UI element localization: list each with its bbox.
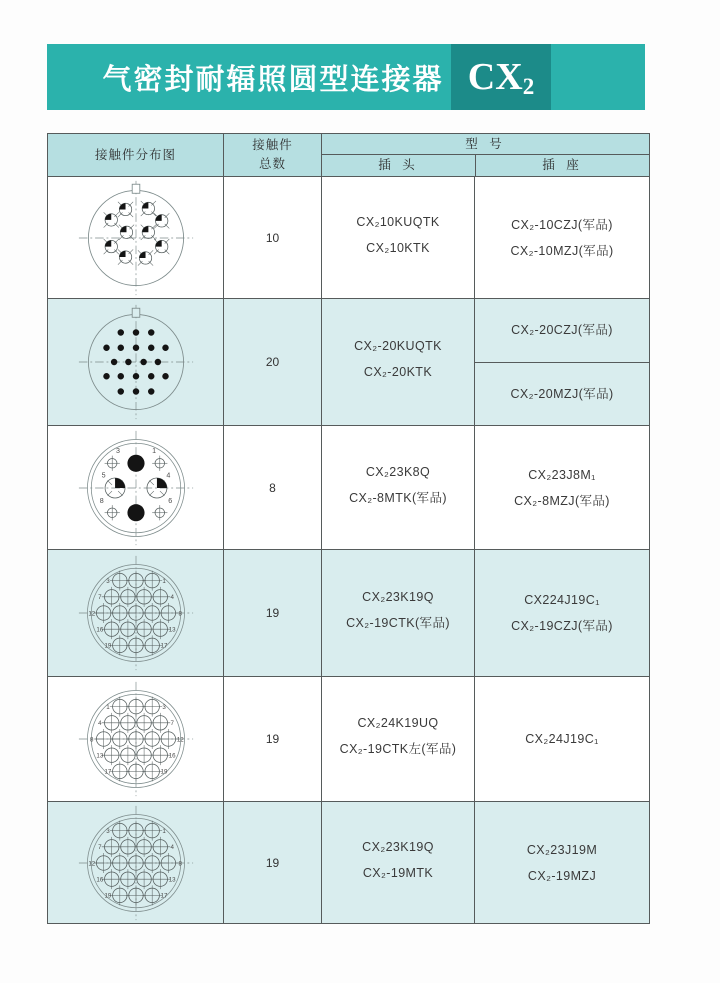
contact-diagram-cell <box>48 550 223 676</box>
connector-pin-diagram <box>77 303 195 421</box>
contact-count-cell <box>223 802 321 923</box>
svg-text:16: 16 <box>95 875 103 883</box>
socket-part-number: CX₂-10MZJ(军品) <box>510 243 614 258</box>
socket-model-cell <box>474 426 649 549</box>
header-plug-label: 插 头 <box>378 158 419 172</box>
connector-pin-diagram <box>77 554 195 672</box>
svg-text:1: 1 <box>105 703 110 711</box>
contact-count-value: 19 <box>265 855 280 870</box>
svg-text:8: 8 <box>89 736 93 744</box>
contact-diagram-cell <box>48 299 223 425</box>
plug-model-cell <box>321 802 474 923</box>
table-row <box>48 802 649 923</box>
contact-count-cell <box>223 426 321 549</box>
svg-text:1: 1 <box>161 827 166 835</box>
header-model <box>322 134 649 155</box>
svg-text:3: 3 <box>105 827 110 835</box>
plug-part-number: CX₂-19CTK(军品) <box>346 616 450 630</box>
contact-diagram-cell <box>48 677 223 801</box>
svg-text:3: 3 <box>115 446 120 455</box>
header-socket-label: 插 座 <box>542 158 583 172</box>
contact-diagram-cell <box>48 802 223 923</box>
connector-pin-diagram <box>77 179 195 297</box>
contact-count-value: 19 <box>265 732 280 746</box>
plug-part-number: CX₂-20KTK <box>363 365 433 379</box>
svg-text:13: 13 <box>168 626 176 634</box>
svg-text:12: 12 <box>87 859 95 867</box>
svg-text:5: 5 <box>101 471 106 480</box>
svg-text:3: 3 <box>105 577 110 585</box>
plug-part-number: CX₂-19MTK <box>362 865 434 880</box>
svg-text:7: 7 <box>97 594 102 602</box>
connector-pin-diagram <box>77 680 195 798</box>
contact-count-value: 19 <box>265 606 280 620</box>
plug-part-number: CX₂23K19Q <box>362 590 434 604</box>
plug-model-cell <box>321 677 474 801</box>
socket-part-number: CX₂-20CZJ(军品) <box>511 323 613 338</box>
svg-text:12: 12 <box>87 610 95 618</box>
header-contact-count-line2: 总数 <box>258 157 286 171</box>
svg-text:8: 8 <box>178 610 182 618</box>
table-row <box>48 677 649 802</box>
socket-part-number: CX₂24J19C₁ <box>525 732 599 746</box>
table-row <box>48 426 649 550</box>
table-row <box>48 299 649 426</box>
socket-part-number: CX₂-19MZJ <box>527 868 597 883</box>
plug-part-number: CX₂23K8Q <box>365 464 431 479</box>
page-title: 气密封耐辐照圆型连接器 <box>102 63 444 96</box>
svg-text:19: 19 <box>103 892 111 900</box>
svg-text:16: 16 <box>168 752 176 760</box>
contact-count-value: 8 <box>269 480 276 495</box>
contact-count-cell <box>223 299 321 425</box>
table-row <box>48 550 649 677</box>
plug-part-number: CX₂24K19UQ <box>357 716 439 730</box>
svg-text:7: 7 <box>169 720 174 728</box>
series-model-text: CX <box>467 56 523 98</box>
svg-text:3: 3 <box>161 703 166 711</box>
svg-text:12: 12 <box>176 736 184 744</box>
socket-subcell <box>475 299 649 362</box>
socket-part-number: CX224J19C₁ <box>524 593 600 607</box>
svg-text:13: 13 <box>95 752 103 760</box>
svg-text:7: 7 <box>97 843 102 851</box>
socket-part-number: CX₂-19CZJ(军品) <box>511 619 613 633</box>
series-model-subscript: 2 <box>522 73 535 99</box>
header-contact-count <box>223 134 321 176</box>
header-contact-count-line1: 接触件 <box>252 138 293 152</box>
plug-part-number: CX₂-20KUQTK <box>354 339 442 353</box>
socket-part-number: CX₂23J19M <box>526 842 598 857</box>
series-model-badge <box>451 44 551 110</box>
connector-spec-table <box>47 133 650 924</box>
socket-subcell <box>475 177 649 298</box>
header-socket <box>475 155 649 176</box>
socket-subcell <box>475 550 649 676</box>
plug-model-cell <box>321 299 474 425</box>
contact-count-cell <box>223 177 321 298</box>
plug-part-number: CX₂-8MTK(军品) <box>349 490 447 505</box>
table-row <box>48 177 649 299</box>
socket-part-number: CX₂-8MZJ(军品) <box>514 493 610 508</box>
socket-model-cell <box>474 677 649 801</box>
svg-text:8: 8 <box>178 859 182 867</box>
svg-text:1: 1 <box>151 446 156 455</box>
header-contact-diagram <box>48 134 223 176</box>
title-banner <box>47 44 645 110</box>
plug-model-cell <box>321 426 474 549</box>
banner-title-segment <box>47 44 451 110</box>
socket-model-cell <box>474 802 649 923</box>
plug-model-cell <box>321 550 474 676</box>
connector-pin-diagram <box>77 429 195 547</box>
header-model-label: 型 号 <box>465 136 506 151</box>
table-body <box>48 177 649 923</box>
plug-part-number: CX₂-19CTK左(军品) <box>339 742 457 756</box>
socket-subcell <box>475 362 649 426</box>
svg-text:4: 4 <box>169 843 174 851</box>
header-plug <box>322 155 475 176</box>
socket-subcell <box>475 802 649 923</box>
header-model-group <box>321 134 649 176</box>
svg-text:17: 17 <box>160 642 168 650</box>
contact-diagram-cell <box>48 426 223 549</box>
svg-text:1: 1 <box>161 577 166 585</box>
socket-part-number: CX₂23J8M₁ <box>528 467 596 482</box>
socket-subcell <box>475 677 649 801</box>
svg-text:4: 4 <box>169 594 174 602</box>
socket-model-cell <box>474 550 649 676</box>
socket-model-cell <box>474 177 649 298</box>
socket-subcell <box>475 426 649 549</box>
svg-text:6: 6 <box>167 496 172 505</box>
contact-count-value: 20 <box>265 355 280 369</box>
plug-part-number: CX₂10KUQTK <box>356 214 440 229</box>
socket-model-cell <box>474 299 649 425</box>
svg-text:8: 8 <box>99 496 104 505</box>
banner-tail <box>551 44 645 110</box>
connector-pin-diagram <box>77 804 195 922</box>
svg-text:17: 17 <box>103 768 111 776</box>
socket-part-number: CX₂-20MZJ(军品) <box>510 386 614 401</box>
svg-text:4: 4 <box>165 471 170 480</box>
table-header-row <box>48 134 649 177</box>
svg-text:19: 19 <box>160 768 168 776</box>
plug-part-number: CX₂23K19Q <box>362 839 434 854</box>
header-contact-diagram-label: 接触件分布图 <box>94 147 176 162</box>
contact-diagram-cell <box>48 177 223 298</box>
svg-text:13: 13 <box>168 875 176 883</box>
svg-text:17: 17 <box>160 892 168 900</box>
contact-count-value: 10 <box>265 230 280 245</box>
svg-text:16: 16 <box>95 626 103 634</box>
svg-text:4: 4 <box>97 720 102 728</box>
svg-text:19: 19 <box>103 642 111 650</box>
socket-part-number: CX₂-10CZJ(军品) <box>511 217 613 232</box>
plug-model-cell <box>321 177 474 298</box>
plug-part-number: CX₂10KTK <box>366 240 430 255</box>
contact-count-cell <box>223 677 321 801</box>
contact-count-cell <box>223 550 321 676</box>
